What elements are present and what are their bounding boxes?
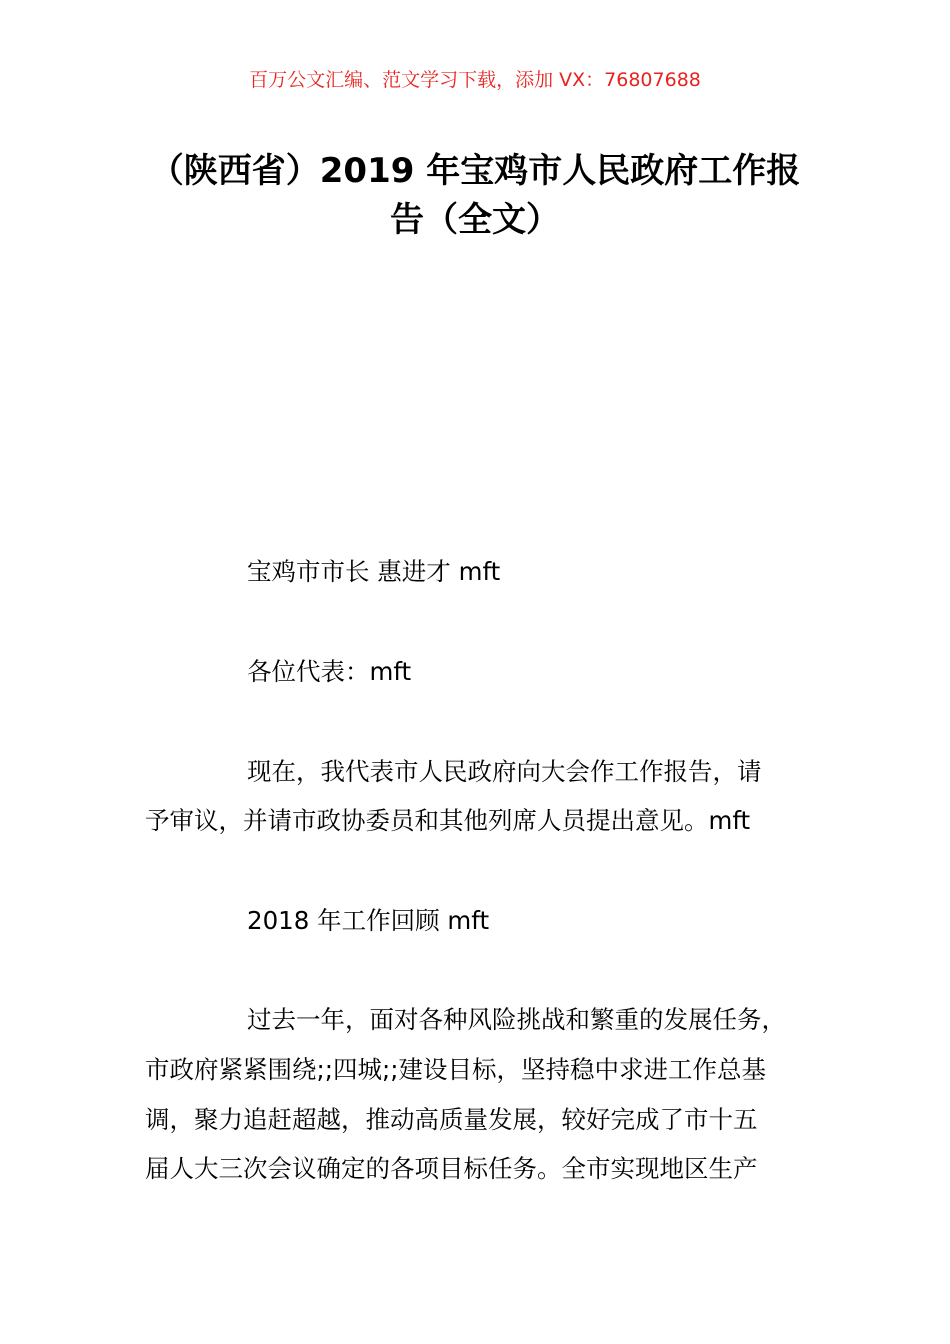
paragraph-line: 过去一年，面对各种风险挑战和繁重的发展任务， [247, 1005, 786, 1034]
author-line: 宝鸡市市长 惠进才 mft [247, 557, 501, 586]
document-title-line-1: （陕西省）2019 年宝鸡市人民政府工作报 [149, 151, 801, 191]
intro-line: 现在，我代表市人民政府向大会作工作报告，请 [247, 757, 762, 786]
header-banner: 百万公文汇编、范文学习下载，添加 VX：76807688 [249, 69, 701, 91]
section-heading: 2018 年工作回顾 mft [247, 906, 490, 935]
paragraph-line: 市政府紧紧围绕;;四城;;建设目标，坚持稳中求进工作总基 [145, 1055, 767, 1084]
document-title-line-2: 告（全文） [390, 200, 560, 240]
intro-line: 予审议，并请市政协委员和其他列席人员提出意见。mft [145, 806, 751, 835]
paragraph-line: 调，聚力追赶超越，推动高质量发展，较好完成了市十五 [145, 1105, 758, 1134]
paragraph-line: 届人大三次会议确定的各项目标任务。全市实现地区生产 [145, 1154, 758, 1183]
salutation: 各位代表：mft [247, 657, 412, 686]
